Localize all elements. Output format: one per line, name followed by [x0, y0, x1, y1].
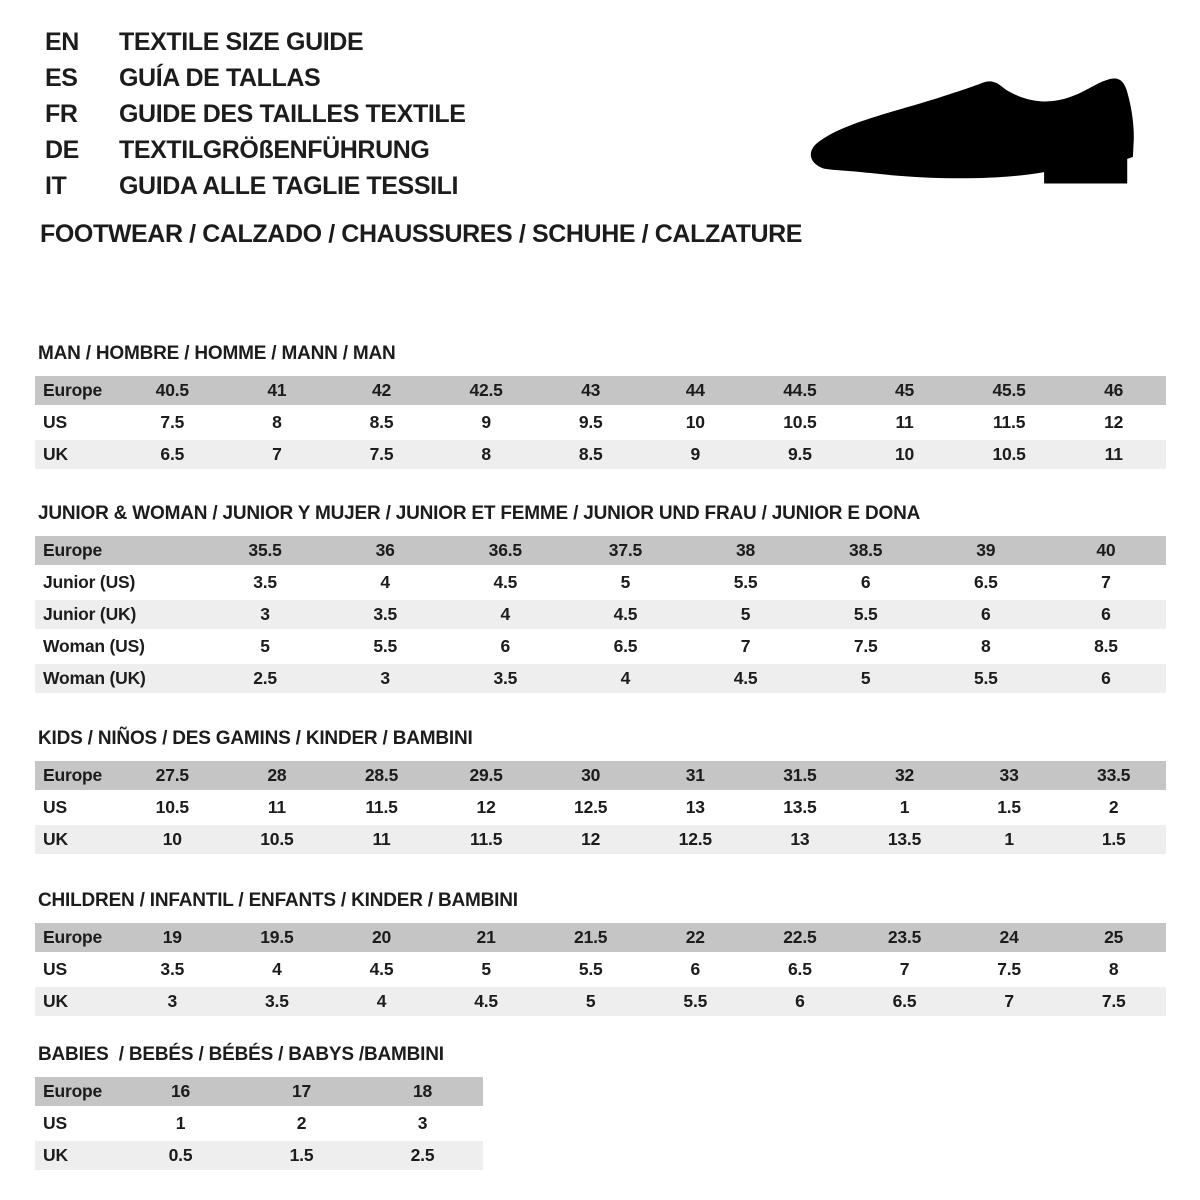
size-cell: 22 [685, 927, 705, 947]
row-label: US [43, 959, 67, 979]
size-cell: 21 [476, 927, 496, 947]
size-cell: 7.5 [369, 444, 394, 464]
size-cell: 4 [380, 572, 390, 592]
size-cell: 5 [620, 572, 631, 592]
size-cell: 31.5 [783, 765, 817, 785]
size-cell: 3 [167, 991, 178, 1011]
size-cell: 12.5 [678, 829, 712, 849]
size-cell: 19.5 [260, 927, 294, 947]
section-title: JUNIOR & WOMAN / JUNIOR Y MUJER / JUNIOR ET FEMME / JUNIOR UND FRAU / JUNIOR E DONA [38, 503, 921, 524]
size-cell: 3 [380, 668, 390, 688]
row-label: UK [43, 991, 68, 1011]
size-cell: 46 [1104, 380, 1124, 400]
size-cell: 8 [272, 412, 282, 432]
size-cell: 1 [1004, 829, 1014, 849]
size-table-junior-woman [35, 536, 1166, 693]
size-table-babies [35, 1077, 483, 1170]
size-cell: 5 [481, 959, 491, 979]
size-cell: 5 [740, 604, 751, 624]
size-cell: 2 [1108, 797, 1119, 817]
row-label: Woman (UK) [43, 668, 146, 688]
row-label: Europe [43, 380, 103, 400]
size-cell: 5.5 [683, 991, 708, 1011]
language-code: DE [45, 136, 79, 164]
size-cell: 10 [162, 829, 182, 849]
size-cell: 4.5 [474, 991, 498, 1011]
size-cell: 3.5 [373, 604, 398, 624]
size-cell: 4 [500, 604, 511, 624]
size-cell: 42.5 [469, 380, 503, 400]
size-cell: 11 [895, 412, 914, 432]
size-cell: 11 [1104, 444, 1123, 464]
size-cell: 10 [894, 444, 915, 464]
size-cell: 32 [894, 765, 915, 785]
size-cell: 21.5 [574, 927, 608, 947]
size-cell: 7 [740, 636, 751, 656]
size-cell: 11 [267, 797, 286, 817]
table-row [35, 376, 1166, 405]
size-cell: 9.5 [788, 444, 812, 464]
size-cell: 20 [371, 927, 392, 947]
section-man [35, 343, 1166, 472]
section-babies [35, 1044, 483, 1173]
size-cell: 44.5 [783, 380, 817, 400]
size-cell: 8.5 [369, 412, 394, 432]
size-cell: 6 [795, 991, 805, 1011]
size-cell: 1.5 [1101, 829, 1126, 849]
size-cell: 40.5 [155, 380, 189, 400]
size-cell: 13 [790, 829, 810, 849]
size-cell: 45.5 [992, 380, 1026, 400]
size-cell: 18 [412, 1081, 433, 1101]
size-table-man [35, 376, 1166, 469]
size-cell: 6 [1101, 604, 1111, 624]
language-row [45, 64, 466, 100]
size-cell: 12.5 [574, 797, 608, 817]
size-cell: 36.5 [488, 540, 522, 560]
size-cell: 25 [1104, 927, 1124, 947]
size-cell: 4.5 [493, 572, 518, 592]
size-cell: 9 [481, 412, 491, 432]
size-table-children [35, 923, 1166, 1016]
size-cell: 12 [1104, 412, 1124, 432]
category-line: FOOTWEAR / CALZADO / CHAUSSURES / SCHUHE / CALZATURE [40, 220, 803, 248]
size-cell: 6.5 [613, 636, 638, 656]
size-cell: 13 [685, 797, 705, 817]
table-row [35, 664, 1166, 693]
size-cell: 4 [620, 668, 631, 688]
size-cell: 11 [372, 829, 391, 849]
size-cell: 6.5 [892, 991, 917, 1011]
size-cell: 6 [690, 959, 701, 979]
size-cell: 1 [175, 1113, 186, 1133]
row-label: UK [43, 1145, 68, 1165]
size-cell: 28 [267, 765, 287, 785]
size-table-kids [35, 761, 1166, 854]
size-cell: 4.5 [613, 604, 638, 624]
size-cell: 3.5 [253, 572, 277, 592]
size-cell: 0.5 [168, 1145, 193, 1165]
row-label: Europe [43, 540, 103, 560]
language-label: GUIDA ALLE TAGLIE TESSILI [119, 172, 459, 200]
row-label: UK [43, 444, 68, 464]
table-row [35, 568, 1166, 597]
size-cell: 40 [1096, 540, 1116, 560]
size-cell: 31 [685, 765, 705, 785]
size-cell: 3 [417, 1113, 428, 1133]
size-cell: 1.5 [289, 1145, 314, 1165]
size-cell: 5.5 [973, 668, 998, 688]
size-cell: 28.5 [364, 765, 399, 785]
size-cell: 4.5 [733, 668, 758, 688]
size-cell: 8 [1108, 959, 1119, 979]
row-label: Europe [43, 927, 103, 947]
size-cell: 8.5 [578, 444, 603, 464]
language-label: GUIDE DES TAILLES TEXTILE [119, 100, 466, 128]
language-row [45, 28, 466, 64]
row-label: Europe [43, 765, 103, 785]
size-cell: 38.5 [849, 540, 883, 560]
size-cell: 4 [272, 959, 282, 979]
section-title: MAN / HOMBRE / HOMME / MANN / MAN [38, 343, 396, 364]
size-cell: 13.5 [783, 797, 817, 817]
size-cell: 24 [999, 927, 1019, 947]
size-cell: 27.5 [155, 765, 189, 785]
size-cell: 41 [267, 380, 287, 400]
row-label: UK [43, 829, 68, 849]
size-cell: 23.5 [887, 927, 922, 947]
table-row [35, 761, 1166, 790]
row-label: Junior (UK) [43, 604, 137, 624]
size-cell: 10.5 [992, 444, 1026, 464]
size-cell: 5 [260, 636, 270, 656]
table-row [35, 793, 1166, 822]
size-cell: 4 [376, 991, 387, 1011]
size-cell: 16 [170, 1081, 191, 1101]
section-title: BABIES / BEBÉS / BÉBÉS / BABYS /BAMBINI [38, 1044, 444, 1065]
table-row [35, 825, 1166, 854]
size-cell: 10.5 [783, 412, 817, 432]
row-label: US [43, 1113, 67, 1133]
size-cell: 5.5 [373, 636, 398, 656]
size-cell: 17 [291, 1081, 312, 1101]
language-list [45, 28, 466, 208]
size-cell: 7 [272, 444, 282, 464]
table-row [35, 536, 1166, 565]
size-cell: 8 [981, 636, 991, 656]
size-cell: 19 [162, 927, 182, 947]
size-cell: 2.5 [410, 1145, 435, 1165]
language-row [45, 172, 466, 208]
size-cell: 6 [1101, 668, 1111, 688]
section-junior-woman [35, 503, 1166, 696]
size-cell: 7 [899, 959, 910, 979]
table-row [35, 923, 1166, 952]
size-cell: 10 [685, 412, 705, 432]
size-cell: 5 [860, 668, 871, 688]
table-row [35, 440, 1166, 469]
language-label: TEXTILE SIZE GUIDE [119, 28, 364, 56]
table-row [35, 1109, 483, 1138]
language-row [45, 136, 466, 172]
size-cell: 11.5 [469, 829, 503, 849]
language-code: IT [45, 172, 67, 200]
size-cell: 10.5 [260, 829, 294, 849]
size-cell: 30 [581, 765, 601, 785]
size-cell: 7 [1004, 991, 1014, 1011]
row-label: US [43, 797, 67, 817]
row-label: Junior (US) [43, 572, 136, 592]
section-children [35, 890, 1166, 1019]
section-title: CHILDREN / INFANTIL / ENFANTS / KINDER / BAMBINI [38, 890, 518, 911]
size-cell: 38 [736, 540, 756, 560]
size-cell: 7.5 [1101, 991, 1126, 1011]
size-cell: 42 [371, 380, 392, 400]
size-cell: 11.5 [365, 797, 398, 817]
size-cell: 13.5 [887, 829, 922, 849]
section-kids [35, 728, 1166, 857]
language-code: EN [45, 28, 79, 56]
size-cell: 5.5 [578, 959, 603, 979]
language-code: ES [45, 64, 78, 92]
size-cell: 2.5 [253, 668, 277, 688]
size-cell: 7.5 [853, 636, 878, 656]
size-cell: 6 [860, 572, 871, 592]
size-cell: 6.5 [973, 572, 998, 592]
language-label: TEXTILGRÖßENFÜHRUNG [119, 136, 430, 164]
language-row [45, 100, 466, 136]
table-row [35, 1077, 483, 1106]
size-cell: 12 [476, 797, 496, 817]
size-cell: 3.5 [493, 668, 518, 688]
size-cell: 3.5 [265, 991, 289, 1011]
row-label: Woman (US) [43, 636, 145, 656]
size-cell: 33 [999, 765, 1019, 785]
size-cell: 1.5 [997, 797, 1021, 817]
size-cell: 10.5 [155, 797, 189, 817]
size-cell: 6 [500, 636, 511, 656]
row-label: Europe [43, 1081, 103, 1101]
size-cell: 7.5 [160, 412, 185, 432]
size-cell: 11.5 [992, 412, 1026, 432]
language-label: GUÍA DE TALLAS [119, 64, 321, 92]
table-row [35, 632, 1166, 661]
size-cell: 45 [894, 380, 915, 400]
size-cell: 3 [260, 604, 270, 624]
size-cell: 33.5 [1097, 765, 1131, 785]
table-row [35, 408, 1166, 437]
size-cell: 35.5 [248, 540, 282, 560]
size-cell: 6.5 [788, 959, 812, 979]
size-cell: 44 [685, 380, 705, 400]
size-cell: 8.5 [1094, 636, 1118, 656]
table-row [35, 987, 1166, 1016]
section-title: KIDS / NIÑOS / DES GAMINS / KINDER / BAMBINI [38, 728, 473, 749]
size-cell: 39 [976, 540, 996, 560]
size-cell: 3.5 [160, 959, 185, 979]
size-cell: 9 [690, 444, 701, 464]
size-cell: 7 [1101, 572, 1111, 592]
size-cell: 2 [296, 1113, 307, 1133]
size-cell: 12 [581, 829, 601, 849]
table-row [35, 1141, 483, 1170]
size-cell: 37.5 [608, 540, 643, 560]
table-row [35, 955, 1166, 984]
size-cell: 7.5 [997, 959, 1021, 979]
language-code: FR [45, 100, 78, 128]
size-cell: 8 [481, 444, 491, 464]
dress-shoe-icon [795, 55, 1195, 225]
size-cell: 29.5 [469, 765, 503, 785]
size-cell: 4.5 [369, 959, 394, 979]
row-label: US [43, 412, 67, 432]
size-cell: 9.5 [578, 412, 603, 432]
size-cell: 5 [585, 991, 596, 1011]
size-cell: 22.5 [783, 927, 817, 947]
size-cell: 1 [899, 797, 910, 817]
size-cell: 5.5 [733, 572, 758, 592]
size-cell: 43 [581, 380, 601, 400]
table-row [35, 600, 1166, 629]
size-cell: 5.5 [853, 604, 878, 624]
size-cell: 6 [981, 604, 991, 624]
size-cell: 6.5 [160, 444, 185, 464]
size-cell: 36 [375, 540, 395, 560]
